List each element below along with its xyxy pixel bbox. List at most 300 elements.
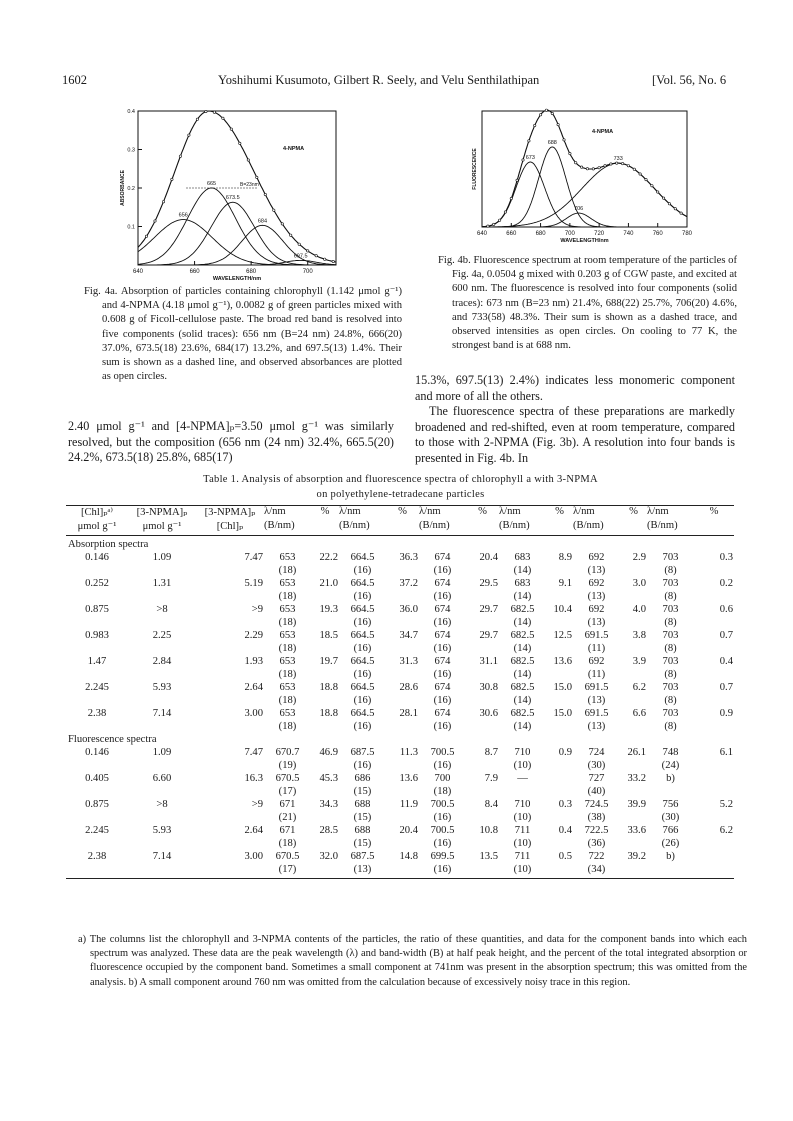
table-cell: 28.6 <box>399 682 418 693</box>
envelope-curve <box>482 110 687 227</box>
table-cell: [3-NPMA]ₚ <box>136 507 188 518</box>
table-cell: 6.6 <box>632 708 646 719</box>
table-cell <box>466 785 499 798</box>
table-cell: 0.146 <box>85 747 109 758</box>
table-cell <box>66 694 128 707</box>
table-cell: (8) <box>664 669 677 680</box>
table-cell: 29.7 <box>479 630 498 641</box>
table-cell: (10) <box>513 812 532 823</box>
table-cell <box>620 694 647 707</box>
table-cell: 664.5 <box>350 656 375 667</box>
table-cell: 674 <box>434 656 451 667</box>
observed-point <box>179 155 181 157</box>
table-footnote: a) The columns list the chlorophyll and 3-NPMA contents of the particles, the ratio of these quantities, and data for the component bands into which each spectrum was analyzed. These data are the peak wavelength (λ) and band-width (B) at half peak height, and the percent of the total integrated absorption or fluorescence occupied by the component band. Sometimes a small component at 741nm was present in the absorption spectrum; this was omitted from the analysis. b) A small component around 760 nm was omitted from the calculation because of excessively noisy trace in this region. <box>78 934 747 988</box>
table-cell: 7.14 <box>152 851 172 862</box>
table-cell: 30.6 <box>479 708 498 719</box>
x-tick-label: 680 <box>246 269 257 275</box>
right-paragraph-2: The fluorescence spectra of these preparations are markedly broadened and red-shifted, even at room temperature, compared to those with 2-NPMA (Fig. 3b). A resolution into four bands is presented in Fig. 4b. In <box>415 404 735 465</box>
table-cell: (13) <box>587 591 606 602</box>
table-cell: (16) <box>353 695 372 706</box>
table-cell: 653 <box>279 630 296 641</box>
table-cell <box>546 564 573 577</box>
table-cell: 0.4 <box>719 656 733 667</box>
observed-point <box>616 162 618 164</box>
table-cell: 1.31 <box>152 578 172 589</box>
table-cell: 664.5 <box>350 708 375 719</box>
table-section-label: Fluorescence spectra <box>68 734 157 745</box>
table-row-bandwidth <box>66 564 734 577</box>
table-cell: [Chl]ₚᵃ⁾ <box>80 507 114 518</box>
observed-point <box>680 212 682 214</box>
table-cell: 11.9 <box>399 799 418 810</box>
table-cell: 5.19 <box>244 578 263 589</box>
observed-point <box>627 165 629 167</box>
x-tick-label: 700 <box>564 231 575 237</box>
table-cell <box>386 785 419 798</box>
table-cell: 692 <box>588 656 605 667</box>
table-cell: 15.0 <box>553 682 572 693</box>
table-cell <box>386 564 419 577</box>
observed-point <box>662 197 664 199</box>
table-cell <box>66 759 128 772</box>
table-cell: b) <box>666 773 675 784</box>
table-cell: (18) <box>278 669 297 680</box>
table-cell: 683 <box>514 578 531 589</box>
table-cell: (13) <box>587 695 606 706</box>
table-cell <box>196 590 264 603</box>
table-cell: 700.5 <box>430 747 455 758</box>
table-cell: 8.4 <box>484 799 498 810</box>
component-label: 697.5 <box>293 253 308 260</box>
table-row-bandwidth <box>66 785 734 798</box>
table-cell: (8) <box>664 617 677 628</box>
table-cell: (B/nm) <box>264 519 295 531</box>
table-cell: 722 <box>588 851 605 862</box>
table-cell: (B/nm) <box>573 519 604 531</box>
table-cell <box>620 811 647 824</box>
table-cell: 653 <box>279 708 296 719</box>
table-cell <box>466 720 499 733</box>
table-cell: 691.5 <box>584 682 609 693</box>
table-cell: 691.5 <box>584 708 609 719</box>
table-cell: 18.8 <box>319 708 338 719</box>
component-curve-706 <box>482 213 687 227</box>
figure-4a-caption: Fig. 4a. Absorption of particles containing chlorophyll (1.142 μmol g⁻¹) and 4-NPMA (4.18 μmol g⁻¹), 0.0082 g of green particles mixed with 0.608 g of Ficoll-cellulose paste. The broad red band is resolved into five components (solid traces): 656 nm (B=24 nm) 24.8%, 666(20) 37.0%, 673.5(18) 23.6%, 684(17) 13.2%, and 697.5(13) 1.4%. Their sum is shown as a dashed line, and observed absorbances are plotted as open circles. <box>84 286 402 383</box>
table-cell <box>546 785 573 798</box>
table-cell: 13.5 <box>479 851 498 862</box>
table-cell: (13) <box>353 864 372 875</box>
observed-point <box>522 159 524 161</box>
observed-point <box>154 220 156 222</box>
table-cell: 33.2 <box>627 773 646 784</box>
table-cell <box>196 837 264 850</box>
table-cell: (21) <box>278 812 297 823</box>
table-cell: 0.6 <box>719 604 733 615</box>
table-cell: 664.5 <box>350 682 375 693</box>
table-cell: 31.1 <box>479 656 498 667</box>
observed-point <box>281 223 283 225</box>
observed-point <box>230 128 232 130</box>
table-cell <box>128 837 196 850</box>
table-cell <box>196 564 264 577</box>
x-tick-label: 660 <box>506 231 517 237</box>
observed-point <box>162 201 164 203</box>
table-cell: (38) <box>587 812 606 823</box>
x-tick-label: 760 <box>652 231 663 237</box>
table-row <box>66 707 734 720</box>
table-cell: (B/nm) <box>339 519 370 531</box>
table-cell: 3.00 <box>244 708 263 719</box>
table-cell: >8 <box>156 604 168 615</box>
table-cell: (36) <box>587 838 606 849</box>
table-cell: 2.9 <box>632 552 646 563</box>
observed-point <box>171 178 173 180</box>
table-cell: 700.5 <box>430 825 455 836</box>
table-cell: 0.9 <box>719 708 733 719</box>
table-cell: λ/nm <box>264 506 286 517</box>
table-cell: λ/nm <box>573 506 595 517</box>
table-cell: 13.6 <box>553 656 572 667</box>
table-cell <box>466 759 499 772</box>
table-cell: 22.2 <box>319 552 338 563</box>
observed-point <box>273 209 275 211</box>
table-cell <box>466 668 499 681</box>
table-cell: 1.09 <box>152 747 172 758</box>
table-cell <box>386 863 419 876</box>
y-tick-label: 0.1 <box>127 224 135 231</box>
table-header-row <box>66 506 734 520</box>
x-tick-label: 700 <box>302 269 313 275</box>
table-cell <box>620 863 647 876</box>
table-cell <box>128 720 196 733</box>
table-row-bandwidth <box>66 759 734 772</box>
envelope-curve <box>138 111 336 262</box>
table-cell: (B/nm) <box>647 519 678 531</box>
table-cell: (30) <box>587 760 606 771</box>
table-cell <box>620 642 647 655</box>
observed-point <box>668 203 670 205</box>
observed-point <box>264 193 266 195</box>
table-cell: 20.4 <box>399 825 418 836</box>
table-cell <box>694 616 734 629</box>
table-cell <box>694 772 734 785</box>
observed-point <box>493 223 495 225</box>
table-cell: (18) <box>278 643 297 654</box>
table-section-row <box>66 733 734 746</box>
table-cell <box>546 520 573 534</box>
table-section-label: Absorption spectra <box>68 539 149 550</box>
table-cell <box>546 668 573 681</box>
observed-point <box>569 152 571 154</box>
observed-point <box>145 235 147 237</box>
y-tick-label: 0.3 <box>127 147 135 154</box>
table-cell: 0.5 <box>558 851 572 862</box>
table-cell: (40) <box>587 786 606 797</box>
table-cell: 7.14 <box>152 708 172 719</box>
table-cell: 6.60 <box>152 773 172 784</box>
table-cell: 30.8 <box>479 682 498 693</box>
table-1-grid <box>66 506 734 533</box>
y-axis-label: FLUORESCENCE <box>472 148 478 190</box>
table-cell: 0.9 <box>558 747 572 758</box>
table-cell: 670.5 <box>275 773 300 784</box>
table-row <box>66 798 734 811</box>
table-cell: λ/nm <box>647 506 669 517</box>
table-row <box>66 850 734 863</box>
table-cell: 28.1 <box>399 708 418 719</box>
observed-point <box>604 165 606 167</box>
table-cell: (16) <box>433 669 452 680</box>
table-cell: 687.5 <box>350 747 375 758</box>
observed-point <box>213 111 215 113</box>
table-cell: 711 <box>514 851 531 862</box>
table-cell: (18) <box>433 786 452 797</box>
table-cell: 682.5 <box>510 656 535 667</box>
table-cell: 653 <box>279 682 296 693</box>
table-cell: 14.8 <box>399 851 418 862</box>
observed-point <box>332 260 334 262</box>
observed-point <box>290 234 292 236</box>
table-row-bandwidth <box>66 811 734 824</box>
component-label: 706 <box>574 206 584 213</box>
table-cell: 5.93 <box>152 825 172 836</box>
table-cell <box>466 616 499 629</box>
series-label-4-npma: 4-NPMA <box>592 129 614 135</box>
table-cell: (19) <box>278 760 297 771</box>
component-label: 673 <box>525 155 535 162</box>
table-cell: (16) <box>433 695 452 706</box>
table-cell <box>694 590 734 603</box>
table-cell: >8 <box>156 799 168 810</box>
table-cell: (16) <box>433 565 452 576</box>
table-cell: — <box>517 773 528 784</box>
x-tick-label: 660 <box>189 269 200 275</box>
observed-point <box>633 168 635 170</box>
table-cell: (B/nm) <box>499 519 530 531</box>
table-cell <box>66 811 128 824</box>
table-cell: (15) <box>353 786 372 797</box>
table-cell: 16.3 <box>244 773 263 784</box>
figure-4a-chart <box>108 105 348 283</box>
table-row-bandwidth <box>66 694 734 707</box>
table-cell <box>128 564 196 577</box>
table-cell: (15) <box>353 838 372 849</box>
x-tick-label: 640 <box>476 231 488 237</box>
observed-point <box>563 139 565 141</box>
table-cell: (B/nm) <box>419 519 450 531</box>
table-cell <box>311 759 339 772</box>
table-cell: 3.8 <box>632 630 646 641</box>
table-cell <box>196 759 264 772</box>
table-cell: (16) <box>353 617 372 628</box>
table-cell: (11) <box>587 669 606 680</box>
table-cell: 0.7 <box>719 682 733 693</box>
table-cell: 8.7 <box>484 747 498 758</box>
component-label: 656 <box>178 212 188 219</box>
table-cell: (16) <box>433 864 452 875</box>
figure-4b-caption: Fig. 4b. Fluorescence spectrum at room temperature of the particles of Fig. 4a, 0.0504 g mixed with 0.203 g of CGW paste, and excited at 600 nm. The fluorescence is resolved into four components (solid traces): 673 nm (B=23 nm) 21.4%, 688(22) 25.7%, 706(20) 4.6%, and 733(58) 48.3%. Their sum is shown as a dashed trace, and observed intensities as open circles. On cooling to 77 K, the strongest band is at 688 nm. <box>438 255 737 352</box>
table-1-body <box>66 538 734 876</box>
table-cell: 11.3 <box>399 747 418 758</box>
table-cell: 10.8 <box>479 825 498 836</box>
table-cell: 699.5 <box>430 851 455 862</box>
table-cell: 29.7 <box>479 604 498 615</box>
table-cell <box>311 520 339 534</box>
y-tick-label: 0.4 <box>127 109 135 115</box>
observed-point <box>621 162 623 164</box>
table-cell <box>546 772 573 785</box>
table-cell: 0.3 <box>719 552 733 563</box>
observed-point <box>188 134 190 136</box>
table-cell: 6.1 <box>719 747 733 758</box>
table-cell: 3.00 <box>244 851 263 862</box>
table-cell: 711 <box>514 825 531 836</box>
table-cell: 664.5 <box>350 604 375 615</box>
volume-info: [Vol. 56, No. 6 <box>652 73 727 87</box>
table-cell <box>128 668 196 681</box>
observed-point <box>539 114 541 116</box>
table-cell <box>466 590 499 603</box>
table-cell: 674 <box>434 708 451 719</box>
table-cell: (14) <box>513 617 532 628</box>
table-cell: 13.6 <box>399 773 418 784</box>
table-cell <box>499 785 546 798</box>
table-cell <box>386 811 419 824</box>
table-cell: 32.0 <box>319 851 338 862</box>
plot-frame <box>482 111 687 227</box>
table-cell: 45.3 <box>319 773 338 784</box>
table-cell: 700.5 <box>430 799 455 810</box>
table-cell <box>66 668 128 681</box>
table-cell: (13) <box>587 721 606 732</box>
observed-point <box>298 243 300 245</box>
table-cell: (18) <box>278 617 297 628</box>
table-cell: (16) <box>433 812 452 823</box>
table-cell: 21.0 <box>319 578 338 589</box>
table-cell: 15.0 <box>553 708 572 719</box>
table-cell: 692 <box>588 578 605 589</box>
table-1 <box>66 505 734 879</box>
table-cell: 687.5 <box>350 851 375 862</box>
observed-point <box>586 168 588 170</box>
table-cell: 674 <box>434 682 451 693</box>
table-cell: (10) <box>513 760 532 771</box>
right-paragraph-1: 15.3%, 697.5(13) 2.4%) indicates less monomeric component and more of all the others. <box>415 373 735 403</box>
table-cell: 0.146 <box>85 552 109 563</box>
observed-point <box>516 179 518 181</box>
table-cell: 674 <box>434 552 451 563</box>
observed-point <box>487 225 489 227</box>
table-cell: 692 <box>588 552 605 563</box>
table-cell: % <box>398 506 407 517</box>
running-authors: Yoshihumi Kusumoto, Gilbert R. Seely, and Velu Senthilathipan <box>218 73 540 87</box>
table-cell: 683 <box>514 552 531 563</box>
table-cell: 671 <box>279 825 296 836</box>
table-cell: 0.3 <box>558 799 572 810</box>
table-cell <box>196 694 264 707</box>
component-label: 733 <box>613 156 623 163</box>
observed-point <box>247 159 249 161</box>
table-cell: 7.47 <box>244 552 263 563</box>
table-cell: 2.38 <box>87 851 107 862</box>
table-cell: 33.6 <box>627 825 646 836</box>
table-cell: 0.2 <box>719 578 733 589</box>
bandwidth-annotation: B=23nm <box>240 182 259 188</box>
table-row-bandwidth <box>66 590 734 603</box>
table-row <box>66 746 734 759</box>
table-cell: (24) <box>661 760 680 771</box>
table-cell <box>128 863 196 876</box>
table-cell <box>386 837 419 850</box>
table-cell <box>311 616 339 629</box>
table-cell: 3.0 <box>632 578 646 589</box>
table-row <box>66 551 734 564</box>
table-cell <box>66 785 128 798</box>
table-cell: 671 <box>279 799 296 810</box>
table-row-bandwidth <box>66 837 734 850</box>
table-cell: (17) <box>278 864 297 875</box>
table-cell <box>620 785 647 798</box>
table-cell: 18.5 <box>319 630 338 641</box>
table-cell: 36.0 <box>399 604 418 615</box>
table-cell: 2.64 <box>244 682 263 693</box>
table-cell <box>128 642 196 655</box>
table-cell <box>66 616 128 629</box>
table-cell: (8) <box>664 591 677 602</box>
table-cell: μmol g⁻¹ <box>142 520 182 532</box>
table-cell: 653 <box>279 656 296 667</box>
table-cell: % <box>478 506 487 517</box>
table-cell: 2.29 <box>244 630 263 641</box>
component-label: 684 <box>257 218 268 225</box>
observed-point <box>651 185 653 187</box>
table-cell: 722.5 <box>584 825 609 836</box>
table-cell <box>694 785 734 798</box>
table-cell: 36.3 <box>399 552 418 563</box>
table-cell: 682.5 <box>510 708 535 719</box>
table-cell: (14) <box>513 669 532 680</box>
table-cell: 724.5 <box>584 799 609 810</box>
component-label: 688 <box>547 139 557 146</box>
table-cell: (17) <box>278 786 297 797</box>
table-cell <box>546 616 573 629</box>
table-cell: (16) <box>433 617 452 628</box>
table-cell <box>694 759 734 772</box>
table-cell: 653 <box>279 578 296 589</box>
table-cell: 692 <box>588 604 605 615</box>
table-cell <box>128 785 196 798</box>
table-cell: 766 <box>662 825 679 836</box>
observed-point <box>645 178 647 180</box>
table-cell: 682.5 <box>510 604 535 615</box>
table-cell: 4.0 <box>632 604 646 615</box>
table-cell: λ/nm <box>499 506 521 517</box>
table-cell <box>620 520 647 534</box>
table-cell: 703 <box>662 682 679 693</box>
observed-point <box>580 166 582 168</box>
table-cell <box>694 720 734 733</box>
table-cell: b) <box>666 851 675 862</box>
observed-point <box>528 140 530 142</box>
table-cell <box>66 863 128 876</box>
table-cell: 34.3 <box>319 799 338 810</box>
table-cell <box>66 590 128 603</box>
table-cell: (18) <box>278 591 297 602</box>
table-cell: 6.2 <box>632 682 646 693</box>
table-cell <box>66 642 128 655</box>
observed-point <box>222 117 224 119</box>
table-cell: 0.252 <box>85 578 109 589</box>
